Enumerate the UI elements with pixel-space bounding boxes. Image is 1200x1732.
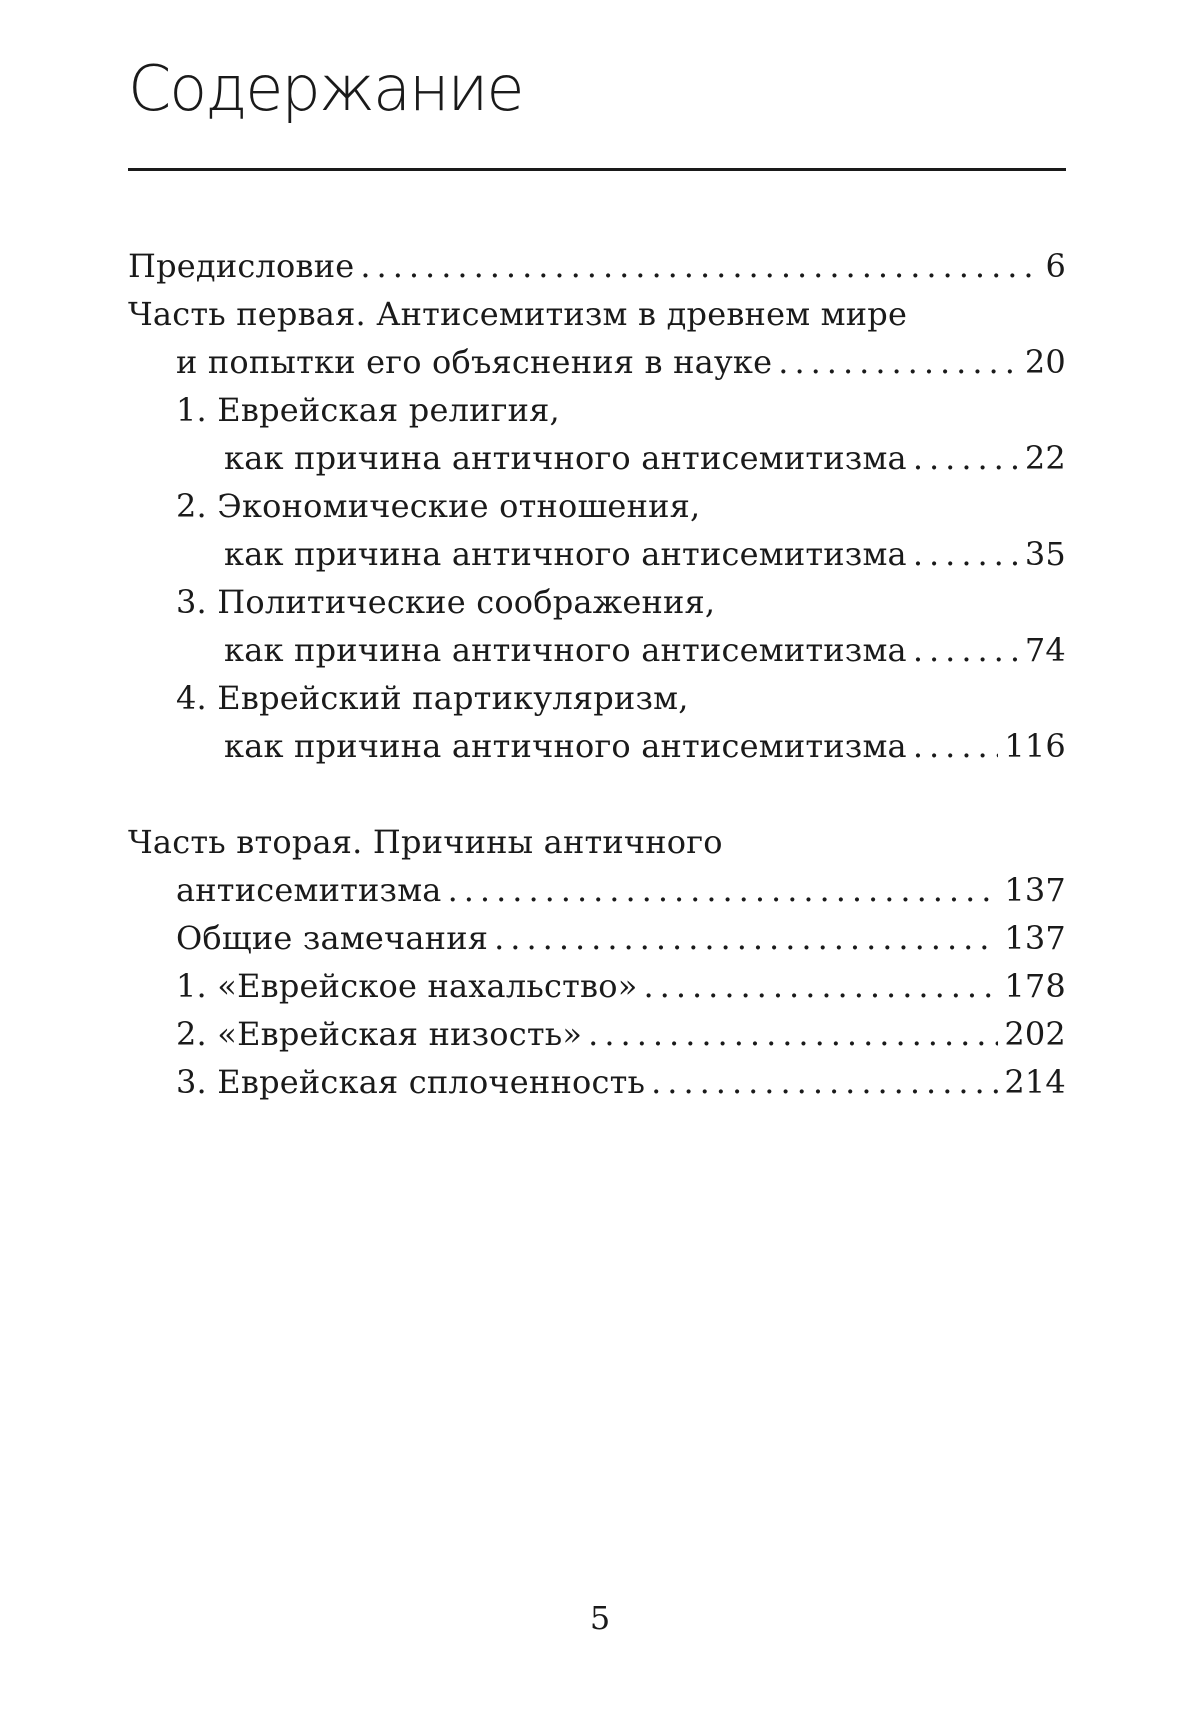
toc-entry-title: Часть вторая. Причины античного [128, 823, 723, 861]
toc-entry-title: и попытки его объяснения в науке [176, 343, 773, 381]
toc-entry-title: Общие замечания [176, 919, 489, 957]
toc-entry-title: Предисловие [128, 247, 355, 285]
dot-leader [643, 962, 998, 1010]
toc-entry-title: как причина античного антисемитизма [224, 631, 907, 669]
toc-page-number: 116 [1004, 727, 1066, 765]
toc-entry-title: 3. Политические соображения, [176, 583, 716, 621]
dot-leader [778, 338, 1019, 386]
toc-part-heading-continued[interactable] [128, 866, 1066, 914]
toc-chapter-heading[interactable] [128, 482, 1066, 530]
dot-leader [913, 530, 1019, 578]
toc-entry[interactable] [128, 1010, 1066, 1058]
toc-entry-title: 4. Еврейский партикуляризм, [176, 679, 689, 717]
dot-leader [913, 434, 1019, 482]
toc-page-number: 20 [1024, 343, 1066, 381]
dot-leader [494, 914, 998, 962]
dot-leader [913, 626, 1019, 674]
toc-page-number: 22 [1024, 439, 1066, 477]
toc-entry-title: Часть первая. Антисемитизм в древнем мире [128, 295, 908, 333]
dot-leader [448, 866, 999, 914]
toc-chapter-heading-continued[interactable] [128, 626, 1066, 674]
dot-leader [588, 1010, 998, 1058]
toc-page-number: 137 [1004, 919, 1066, 957]
page-number: 5 [589, 1599, 611, 1637]
title-rule [128, 168, 1066, 171]
toc-part-heading[interactable] [128, 818, 1066, 866]
toc-entry-title: антисемитизма [176, 871, 442, 909]
toc-chapter-heading-continued[interactable] [128, 434, 1066, 482]
dot-leader [651, 1058, 998, 1106]
toc-chapter-heading[interactable] [128, 578, 1066, 626]
toc-entry-title: 3. Еврейская сплоченность [176, 1063, 646, 1101]
toc-page-number: 74 [1024, 631, 1066, 669]
toc-entry-title: как причина античного антисемитизма [224, 439, 907, 477]
toc-page-number: 137 [1004, 871, 1066, 909]
toc-part-heading-continued[interactable] [128, 338, 1066, 386]
toc-entry-title: 2. «Еврейская низость» [176, 1015, 583, 1053]
toc-part-heading[interactable] [128, 290, 1066, 338]
toc-entry-title: 1. Еврейская религия, [176, 391, 560, 429]
toc-entry-preface[interactable] [128, 242, 1066, 290]
toc-page-number: 35 [1024, 535, 1066, 573]
toc-entry[interactable] [128, 1058, 1066, 1106]
toc-entry-title: 1. «Еврейское нахальство» [176, 967, 638, 1005]
toc-entry-title: 2. Экономические отношения, [176, 487, 701, 525]
page-title: Содержание [128, 52, 523, 125]
toc-chapter-heading-continued[interactable] [128, 530, 1066, 578]
toc-entry[interactable] [128, 914, 1066, 962]
dot-leader [360, 242, 1039, 290]
toc-page-number: 6 [1045, 247, 1066, 285]
toc-chapter-heading-continued[interactable] [128, 722, 1066, 770]
toc-page-number: 202 [1004, 1015, 1066, 1053]
toc-entry-title: как причина античного антисемитизма [224, 535, 907, 573]
dot-leader [913, 722, 999, 770]
table-of-contents [128, 242, 1066, 1106]
toc-page-number: 214 [1004, 1063, 1066, 1101]
toc-chapter-heading[interactable] [128, 674, 1066, 722]
toc-chapter-heading[interactable] [128, 386, 1066, 434]
toc-entry[interactable] [128, 962, 1066, 1010]
toc-entry-title: как причина античного антисемитизма [224, 727, 907, 765]
toc-page-number: 178 [1004, 967, 1066, 1005]
